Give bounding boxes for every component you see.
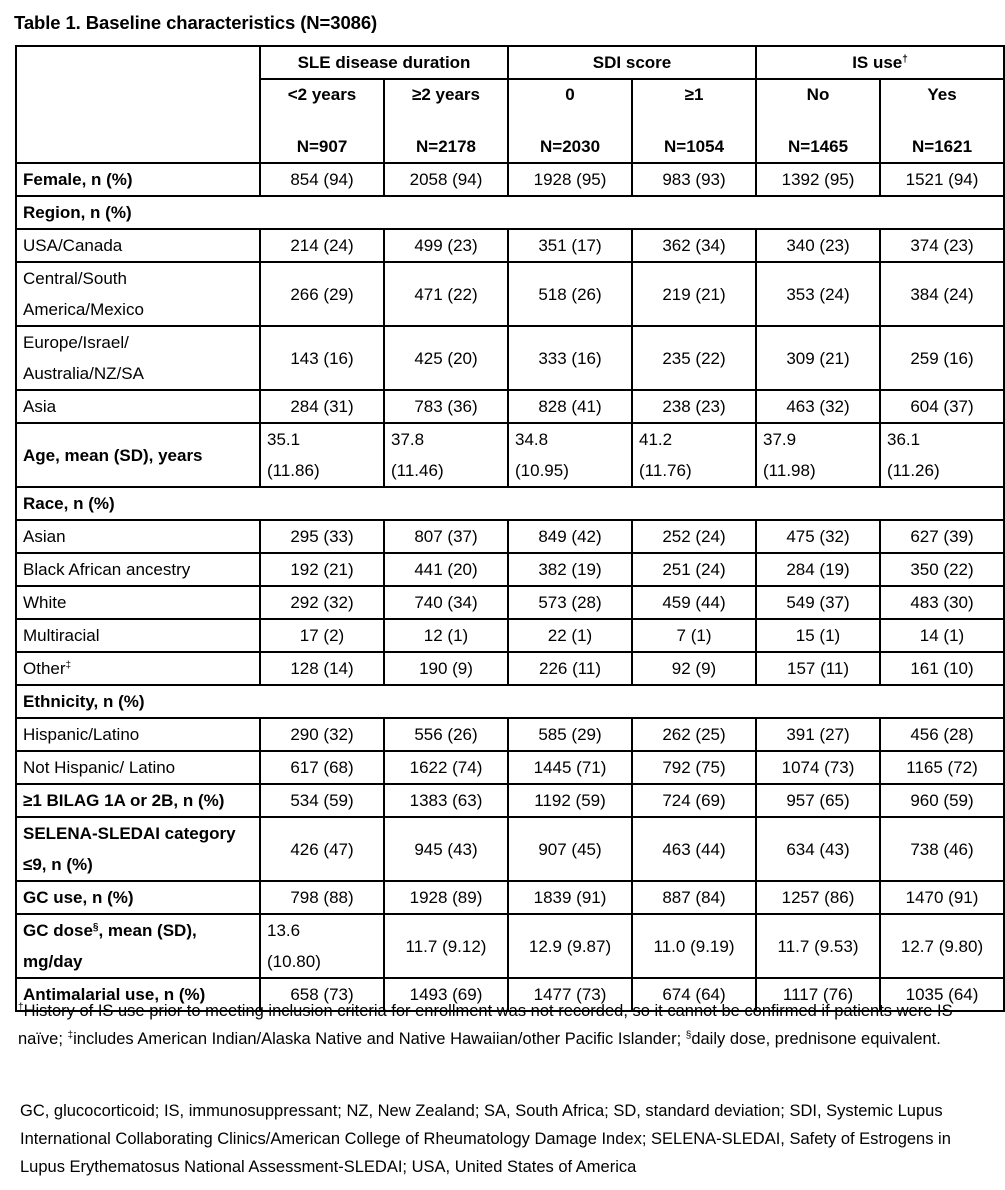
table-cell: 534 (59) [260, 784, 384, 817]
table-row [16, 423, 1004, 487]
section-header-row [16, 196, 1004, 229]
table-cell: 252 (24) [632, 520, 756, 553]
table-cell: 1074 (73) [756, 751, 880, 784]
table-cell: 463 (32) [756, 390, 880, 423]
row-label: Female, n (%) [16, 163, 260, 196]
table-cell: 1165 (72) [880, 751, 1004, 784]
table-cell: 1839 (91) [508, 881, 632, 914]
table-cell: 219 (21) [632, 262, 756, 326]
table-cell: 238 (23) [632, 390, 756, 423]
table-cell: 960 (59) [880, 784, 1004, 817]
table-cell: 604 (37) [880, 390, 1004, 423]
table-cell: 456 (28) [880, 718, 1004, 751]
header-group-row [16, 46, 1004, 79]
table-cell: 374 (23) [880, 229, 1004, 262]
table-cell: 854 (94) [260, 163, 384, 196]
table-cell: 214 (24) [260, 229, 384, 262]
table-cell: 617 (68) [260, 751, 384, 784]
table-cell: 295 (33) [260, 520, 384, 553]
table-cell: 426 (47) [260, 817, 384, 881]
table-cell: 1035 (64) [880, 978, 1004, 1011]
table-cell: 1445 (71) [508, 751, 632, 784]
row-label: Other‡ [16, 652, 260, 685]
table-cell: 627 (39) [880, 520, 1004, 553]
row-label: Antimalarial use, n (%) [16, 978, 260, 1011]
row-label: Hispanic/Latino [16, 718, 260, 751]
table-row [16, 718, 1004, 751]
table-row [16, 390, 1004, 423]
table-cell: 34.8 (10.95) [508, 423, 632, 487]
table-cell: 957 (65) [756, 784, 880, 817]
table-cell: 284 (19) [756, 553, 880, 586]
table-cell: 983 (93) [632, 163, 756, 196]
row-label: SELENA-SLEDAI category ≤9, n (%) [16, 817, 260, 881]
table-row [16, 326, 1004, 390]
section-header-race: Race, n (%) [16, 487, 1004, 520]
table-cell: 907 (45) [508, 817, 632, 881]
table-row [16, 163, 1004, 196]
table-cell: 157 (11) [756, 652, 880, 685]
table-cell: 190 (9) [384, 652, 508, 685]
column-header: ≥2 years N=2178 [384, 79, 508, 163]
table-cell: 1192 (59) [508, 784, 632, 817]
table-cell: 798 (88) [260, 881, 384, 914]
table-cell: 12.7 (9.80) [880, 914, 1004, 978]
table-cell: 143 (16) [260, 326, 384, 390]
column-header: ≥1 N=1054 [632, 79, 756, 163]
footnote-mark: † [18, 1002, 24, 1013]
table-cell: 351 (17) [508, 229, 632, 262]
column-header: <2 years N=907 [260, 79, 384, 163]
baseline-characteristics-table [15, 45, 1005, 1012]
table-cell: 792 (75) [632, 751, 756, 784]
table-cell: 7 (1) [632, 619, 756, 652]
table-row [16, 619, 1004, 652]
table-cell: 284 (31) [260, 390, 384, 423]
table-cell: 1383 (63) [384, 784, 508, 817]
table-cell: 15 (1) [756, 619, 880, 652]
section-header-ethnicity: Ethnicity, n (%) [16, 685, 1004, 718]
footnote-mark: † [902, 54, 908, 65]
table-cell: 11.0 (9.19) [632, 914, 756, 978]
table-cell: 340 (23) [756, 229, 880, 262]
row-label: White [16, 586, 260, 619]
row-label: Not Hispanic/ Latino [16, 751, 260, 784]
section-header-row [16, 487, 1004, 520]
table-row [16, 881, 1004, 914]
table-cell: 738 (46) [880, 817, 1004, 881]
table-cell: 849 (42) [508, 520, 632, 553]
footnote-mark: ‡ [67, 1030, 74, 1041]
table-cell: 391 (27) [756, 718, 880, 751]
table-cell: 11.7 (9.12) [384, 914, 508, 978]
table-row [16, 914, 1004, 978]
table-cell: 2058 (94) [384, 163, 508, 196]
table-cell: 350 (22) [880, 553, 1004, 586]
table-cell: 459 (44) [632, 586, 756, 619]
table-cell: 251 (24) [632, 553, 756, 586]
row-label: Asia [16, 390, 260, 423]
table-cell: 226 (11) [508, 652, 632, 685]
row-label: Central/South America/Mexico [16, 262, 260, 326]
table-cell: 740 (34) [384, 586, 508, 619]
table-cell: 783 (36) [384, 390, 508, 423]
table-cell: 362 (34) [632, 229, 756, 262]
table-cell: 266 (29) [260, 262, 384, 326]
table-cell: 1493 (69) [384, 978, 508, 1011]
table-cell: 425 (20) [384, 326, 508, 390]
table-cell: 887 (84) [632, 881, 756, 914]
table-cell: 471 (22) [384, 262, 508, 326]
table-cell: 35.1 (11.86) [260, 423, 384, 487]
table-cell: 92 (9) [632, 652, 756, 685]
table-cell: 1117 (76) [756, 978, 880, 1011]
header-corner-cell [16, 46, 260, 163]
column-header: Yes N=1621 [880, 79, 1004, 163]
table-cell: 634 (43) [756, 817, 880, 881]
table-cell: 235 (22) [632, 326, 756, 390]
table-cell: 475 (32) [756, 520, 880, 553]
table-cell: 518 (26) [508, 262, 632, 326]
row-label: Age, mean (SD), years [16, 423, 260, 487]
table-cell: 12.9 (9.87) [508, 914, 632, 978]
table-cell: 1470 (91) [880, 881, 1004, 914]
table-cell: 333 (16) [508, 326, 632, 390]
table-row [16, 652, 1004, 685]
table-cell: 22 (1) [508, 619, 632, 652]
table-cell: 353 (24) [756, 262, 880, 326]
table-cell: 37.9 (11.98) [756, 423, 880, 487]
table-cell: 724 (69) [632, 784, 756, 817]
table-cell: 13.6 (10.80) [260, 914, 384, 978]
table-cell: 262 (25) [632, 718, 756, 751]
table-cell: 36.1 (11.26) [880, 423, 1004, 487]
table-cell: 441 (20) [384, 553, 508, 586]
row-label: ≥1 BILAG 1A or 2B, n (%) [16, 784, 260, 817]
section-header-region: Region, n (%) [16, 196, 1004, 229]
table-cell: 807 (37) [384, 520, 508, 553]
table-cell: 292 (32) [260, 586, 384, 619]
table-row [16, 520, 1004, 553]
table-cell: 37.8 (11.46) [384, 423, 508, 487]
table-row [16, 817, 1004, 881]
table-cell: 309 (21) [756, 326, 880, 390]
table-cell: 259 (16) [880, 326, 1004, 390]
abbreviations: GC, glucocorticoid; IS, immunosuppressant; NZ, New Zealand; SA, South Africa; SD, standard deviation; SDI, Systemic Lupus International Collaborating Clinics/American College of Rheumatology Damage Index; SELENA-SLEDAI, Safety of Estrogens in Lupus Erythematosus National Assessment-SLEDAI; USA, United States of America [20, 1102, 951, 1176]
table-row [16, 262, 1004, 326]
table-cell: 585 (29) [508, 718, 632, 751]
table-cell: 483 (30) [880, 586, 1004, 619]
table-cell: 17 (2) [260, 619, 384, 652]
row-label: Europe/Israel/ Australia/NZ/SA [16, 326, 260, 390]
table-title: Table 1. Baseline characteristics (N=3086) [14, 12, 378, 33]
table-row [16, 229, 1004, 262]
table-cell: 1477 (73) [508, 978, 632, 1011]
table-cell: 1392 (95) [756, 163, 880, 196]
table-cell: 556 (26) [384, 718, 508, 751]
table-cell: 463 (44) [632, 817, 756, 881]
table-cell: 573 (28) [508, 586, 632, 619]
table-cell: 41.2 (11.76) [632, 423, 756, 487]
footnote-mark: § [92, 922, 99, 933]
table-row [16, 751, 1004, 784]
column-header: 0 N=2030 [508, 79, 632, 163]
header-group-sdi-score: SDI score [508, 46, 756, 79]
table-cell: 382 (19) [508, 553, 632, 586]
table-cell: 499 (23) [384, 229, 508, 262]
table-row [16, 784, 1004, 817]
row-label: GC dose§, mean (SD), mg/day [16, 914, 260, 978]
table-cell: 128 (14) [260, 652, 384, 685]
table-cell: 1257 (86) [756, 881, 880, 914]
table-cell: 384 (24) [880, 262, 1004, 326]
table-row [16, 586, 1004, 619]
table-cell: 828 (41) [508, 390, 632, 423]
table-cell: 674 (64) [632, 978, 756, 1011]
section-header-row [16, 685, 1004, 718]
footnote-mark: ‡ [65, 660, 72, 671]
header-group-disease-duration: SLE disease duration [260, 46, 508, 79]
row-label: GC use, n (%) [16, 881, 260, 914]
table-cell: 1928 (95) [508, 163, 632, 196]
table-cell: 12 (1) [384, 619, 508, 652]
table-cell: 290 (32) [260, 718, 384, 751]
table-row [16, 553, 1004, 586]
table-cell: 1928 (89) [384, 881, 508, 914]
footnotes: †History of IS use prior to meeting inclusion criteria for enrollment was not recorded, so it cannot be confirmed if patients were IS-naïve; ‡includes American Indian/Alaska Native and Native Hawaiian/other Pacific Islander; §daily dose, prednisone equivalent. [18, 1002, 959, 1048]
footnote-mark: § [685, 1030, 692, 1041]
table-cell: 192 (21) [260, 553, 384, 586]
header-group-is-use: IS use† [756, 46, 1004, 79]
row-label: Multiracial [16, 619, 260, 652]
row-label: Black African ancestry [16, 553, 260, 586]
table-cell: 161 (10) [880, 652, 1004, 685]
table-cell: 11.7 (9.53) [756, 914, 880, 978]
table-cell: 14 (1) [880, 619, 1004, 652]
row-label: USA/Canada [16, 229, 260, 262]
column-header: No N=1465 [756, 79, 880, 163]
table-cell: 549 (37) [756, 586, 880, 619]
table-cell: 1521 (94) [880, 163, 1004, 196]
table-cell: 658 (73) [260, 978, 384, 1011]
row-label: Asian [16, 520, 260, 553]
table-cell: 1622 (74) [384, 751, 508, 784]
table-cell: 945 (43) [384, 817, 508, 881]
